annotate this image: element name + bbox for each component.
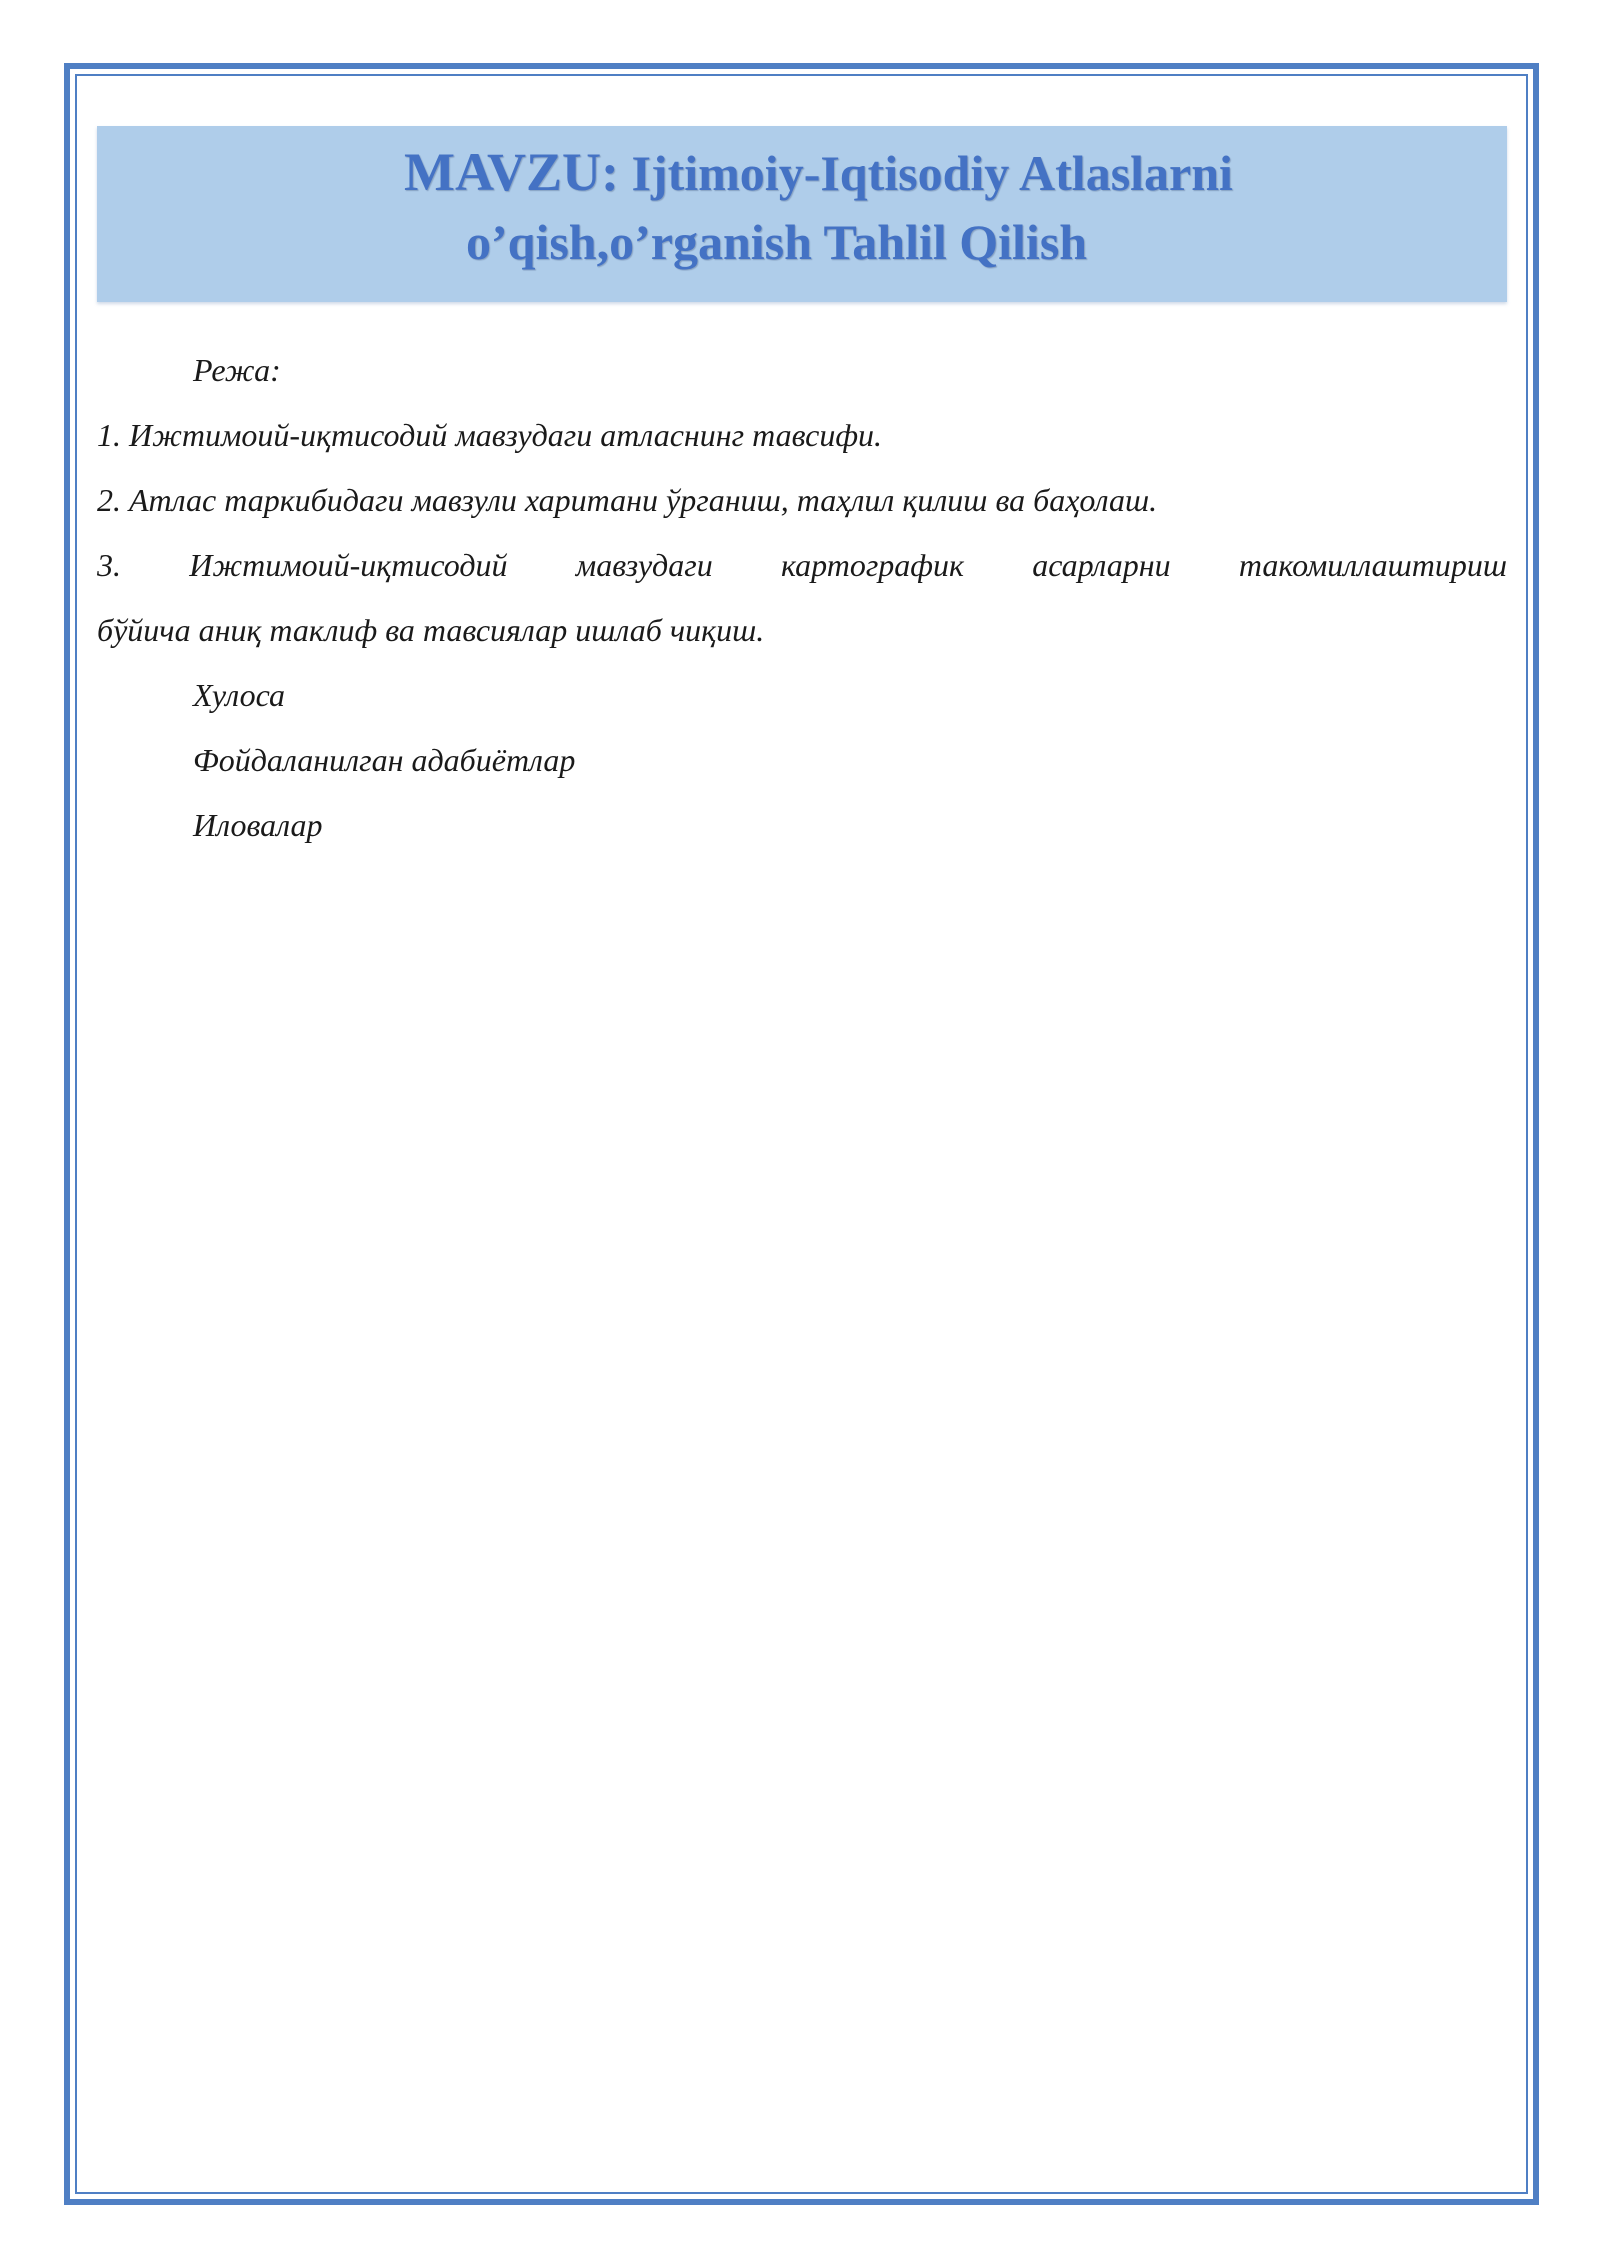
- conclusion-item: Хулоса: [193, 677, 285, 713]
- plan-item-1: 1. Ижтимоий-иқтисодий мавзудаги атласнинг тавсифи.: [97, 417, 883, 453]
- appendices-item: Иловалар: [193, 807, 323, 843]
- plan-item-3-continuation: бўйича аниқ таклиф ва тавсиялар ишлаб чиқиш.: [97, 612, 765, 648]
- title-prefix: MAVZU:: [404, 142, 619, 202]
- plan-section: [97, 338, 1507, 858]
- plan-item-2: 2. Атлас таркибидаги мавзули харитани ўрганиш, таҳлил қилиш ва баҳолаш.: [97, 482, 1158, 518]
- references-item: Фойдаланилган адабиётлар: [193, 742, 576, 778]
- title-line-1-text: Ijtimoiy-Iqtisodiy Atlaslarni: [619, 145, 1233, 201]
- plan-item-3: 3. Ижтимоий-иқтисодий мавзудаги картографик асарларни такомиллаштириш: [97, 547, 1507, 583]
- title-line-1: [404, 142, 1233, 203]
- plan-heading: Режа:: [193, 352, 281, 388]
- title-line-2: o’qish,o’rganish Tahlil Qilish: [466, 214, 1088, 270]
